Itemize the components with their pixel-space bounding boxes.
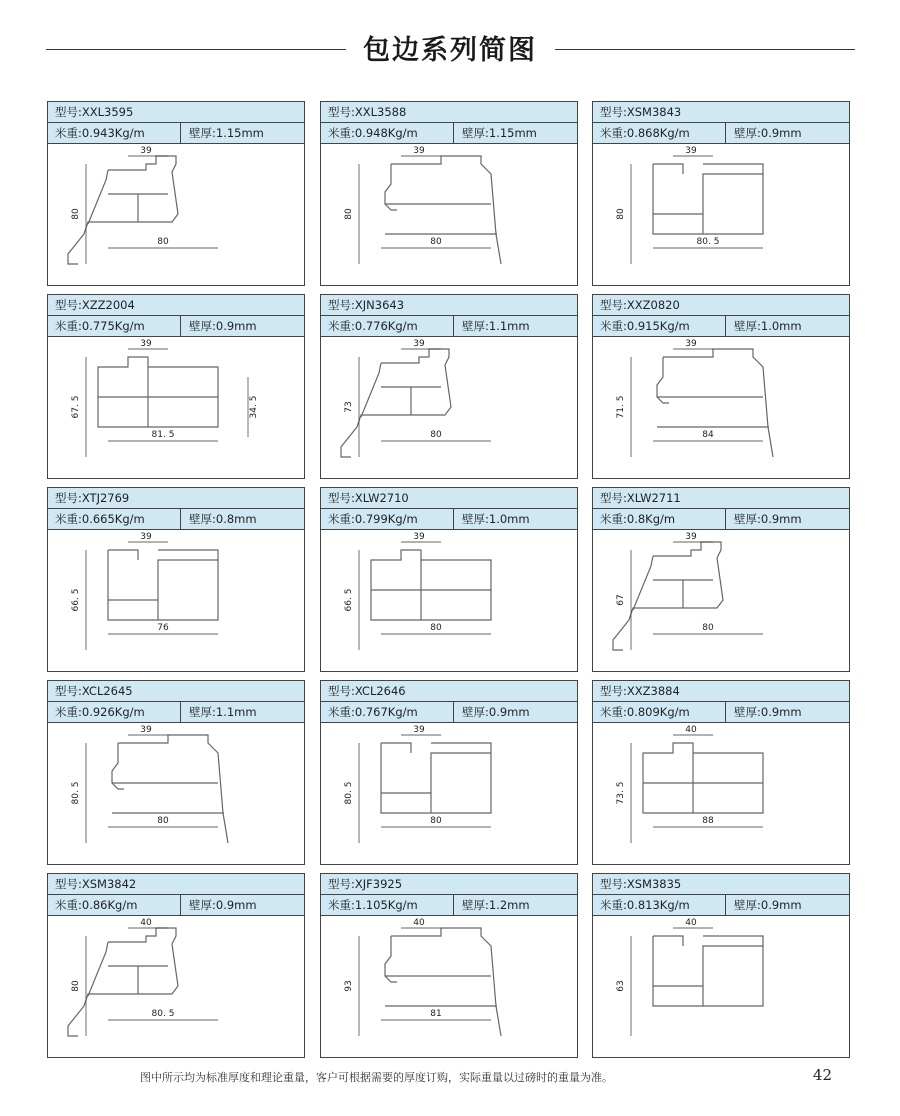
profile-specs [48,509,304,530]
dimension-label: 80 [71,208,81,220]
profile-card [320,101,578,286]
profile-drawing [593,916,849,1057]
profile-drawing [321,530,577,671]
profile-outline [108,550,218,620]
dimension-label: 39 [140,146,152,156]
profile-thickness: 壁厚:1.2mm [453,895,530,916]
dimension-label: 67 [616,594,626,606]
dimension-label: 39 [140,339,152,349]
dimension-label: 80. 5 [696,237,720,247]
profile-thickness: 壁厚:1.1mm [180,702,257,723]
profile-weight: 米重:0.776Kg/m [328,319,418,333]
profile-drawing [48,144,304,285]
profile-thickness: 壁厚:0.9mm [725,123,802,144]
profile-thickness: 壁厚:0.9mm [180,316,257,337]
header-rule-right [555,49,855,50]
dimension-label: 39 [685,339,697,349]
profile-model: 型号:XSM3835 [593,874,849,895]
profile-drawing [593,723,849,864]
dimension-label: 80 [430,430,442,440]
dimension-label: 39 [685,146,697,156]
profile-drawing [48,723,304,864]
profile-specs [593,895,849,916]
profile-card [592,487,850,672]
profile-model: 型号:XCL2646 [321,681,577,702]
dimension-label: 80 [71,980,81,992]
profile-specs [321,895,577,916]
page-title: 包边系列简图 [363,35,537,66]
dimension-label: 80. 5 [151,1009,175,1019]
profile-specs [48,123,304,144]
profile-drawing [321,337,577,478]
dimension-label: 80 [157,237,169,247]
dimension-label: 39 [685,532,697,542]
profile-model: 型号:XJN3643 [321,295,577,316]
profile-card [47,873,305,1058]
dimension-label: 81 [430,1009,442,1019]
profile-specs [321,702,577,723]
profile-weight: 米重:0.86Kg/m [55,898,138,912]
profile-specs [593,316,849,337]
dimension-label: 40 [140,918,152,928]
profile-model: 型号:XLW2710 [321,488,577,509]
profile-drawing [593,530,849,671]
profile-model: 型号:XLW2711 [593,488,849,509]
dimension-label: 40 [685,725,697,735]
dimension-label: 80 [430,237,442,247]
profile-card [592,294,850,479]
profile-outline [371,550,491,620]
profile-drawing [48,337,304,478]
dimension-label: 39 [413,725,425,735]
profile-card [47,101,305,286]
dimension-label: 80 [344,208,354,220]
dimension-label: 80. 5 [344,781,354,805]
profile-thickness: 壁厚:0.9mm [725,702,802,723]
profile-weight: 米重:0.868Kg/m [600,126,690,140]
dimension-label: 80 [430,816,442,826]
profile-weight: 米重:0.8Kg/m [600,512,676,526]
profile-specs [321,509,577,530]
dimension-label: 88 [702,816,714,826]
dimension-label: 76 [157,623,169,633]
profile-card [320,294,578,479]
profile-weight: 米重:1.105Kg/m [328,898,418,912]
profile-weight: 米重:0.665Kg/m [55,512,145,526]
profile-drawing [321,723,577,864]
dimension-label: 93 [344,980,354,992]
profile-card [320,680,578,865]
dimension-label: 80 [616,208,626,220]
profile-card [592,873,850,1058]
dimension-label: 80 [430,623,442,633]
dimension-label: 40 [413,918,425,928]
dimension-label: 80 [702,623,714,633]
profile-drawing [321,144,577,285]
profile-card [592,101,850,286]
profile-outline [643,743,763,813]
profile-weight: 米重:0.926Kg/m [55,705,145,719]
profile-thickness: 壁厚:0.9mm [725,895,802,916]
page-number: 42 [812,1066,832,1084]
dimension-label: 39 [140,532,152,542]
dimension-label: 73. 5 [616,781,626,805]
profile-drawing [48,530,304,671]
profile-model: 型号:XXL3595 [48,102,304,123]
dimension-label: 39 [413,146,425,156]
profile-specs [48,895,304,916]
profile-weight: 米重:0.915Kg/m [600,319,690,333]
profile-thickness: 壁厚:1.15mm [453,123,537,144]
profile-card [592,680,850,865]
profile-weight: 米重:0.809Kg/m [600,705,690,719]
profile-model: 型号:XSM3843 [593,102,849,123]
profile-drawing [48,916,304,1057]
dimension-label: 73 [344,401,354,413]
profile-specs [48,316,304,337]
dimension-label: 34. 5 [249,395,259,419]
dimension-label: 84 [702,430,714,440]
profile-weight: 米重:0.767Kg/m [328,705,418,719]
dimension-label: 39 [413,532,425,542]
profile-thickness: 壁厚:1.0mm [725,316,802,337]
profile-thickness: 壁厚:1.15mm [180,123,264,144]
profile-model: 型号:XCL2645 [48,681,304,702]
profile-model: 型号:XSM3842 [48,874,304,895]
profile-model: 型号:XXL3588 [321,102,577,123]
profile-specs [321,316,577,337]
profile-specs [321,123,577,144]
profile-drawing [593,144,849,285]
profile-thickness: 壁厚:0.9mm [180,895,257,916]
profile-weight: 米重:0.813Kg/m [600,898,690,912]
profile-thickness: 壁厚:1.0mm [453,509,530,530]
profile-outline [381,743,491,813]
profile-outline [98,357,218,427]
profile-thickness: 壁厚:0.9mm [453,702,530,723]
profile-card [320,487,578,672]
profile-card [320,873,578,1058]
profile-specs [593,702,849,723]
profile-model: 型号:XJF3925 [321,874,577,895]
profile-card [47,487,305,672]
dimension-label: 39 [140,725,152,735]
dimension-label: 81. 5 [151,430,175,440]
dimension-label: 80. 5 [71,781,81,805]
dimension-label: 71. 5 [616,395,626,419]
footer-note: 图中所示均为标准厚度和理论重量，客户可根据需要的厚度订购，实际重量以过磅时的重量为准。 [140,1071,613,1084]
profile-thickness: 壁厚:1.1mm [453,316,530,337]
page-header [0,22,900,78]
profile-weight: 米重:0.943Kg/m [55,126,145,140]
profile-card [47,680,305,865]
profile-weight: 米重:0.799Kg/m [328,512,418,526]
profile-model: 型号:XTJ2769 [48,488,304,509]
profile-weight: 米重:0.775Kg/m [55,319,145,333]
dimension-label: 80 [157,816,169,826]
dimension-label: 67. 5 [71,395,81,419]
profile-specs [593,123,849,144]
profile-specs [48,702,304,723]
profile-weight: 米重:0.948Kg/m [328,126,418,140]
profile-outline [653,936,763,1006]
profile-thickness: 壁厚:0.8mm [180,509,257,530]
profile-thickness: 壁厚:0.9mm [725,509,802,530]
profile-drawing [593,337,849,478]
profile-model: 型号:XZZ2004 [48,295,304,316]
dimension-label: 66. 5 [344,588,354,612]
dimension-label: 63 [616,980,626,992]
profile-specs [593,509,849,530]
dimension-label: 66. 5 [71,588,81,612]
profile-card [47,294,305,479]
dimension-label: 39 [413,339,425,349]
profile-outline [653,164,763,234]
profile-drawing [321,916,577,1057]
profile-model: 型号:XXZ0820 [593,295,849,316]
profile-model: 型号:XXZ3884 [593,681,849,702]
dimension-label: 40 [685,918,697,928]
